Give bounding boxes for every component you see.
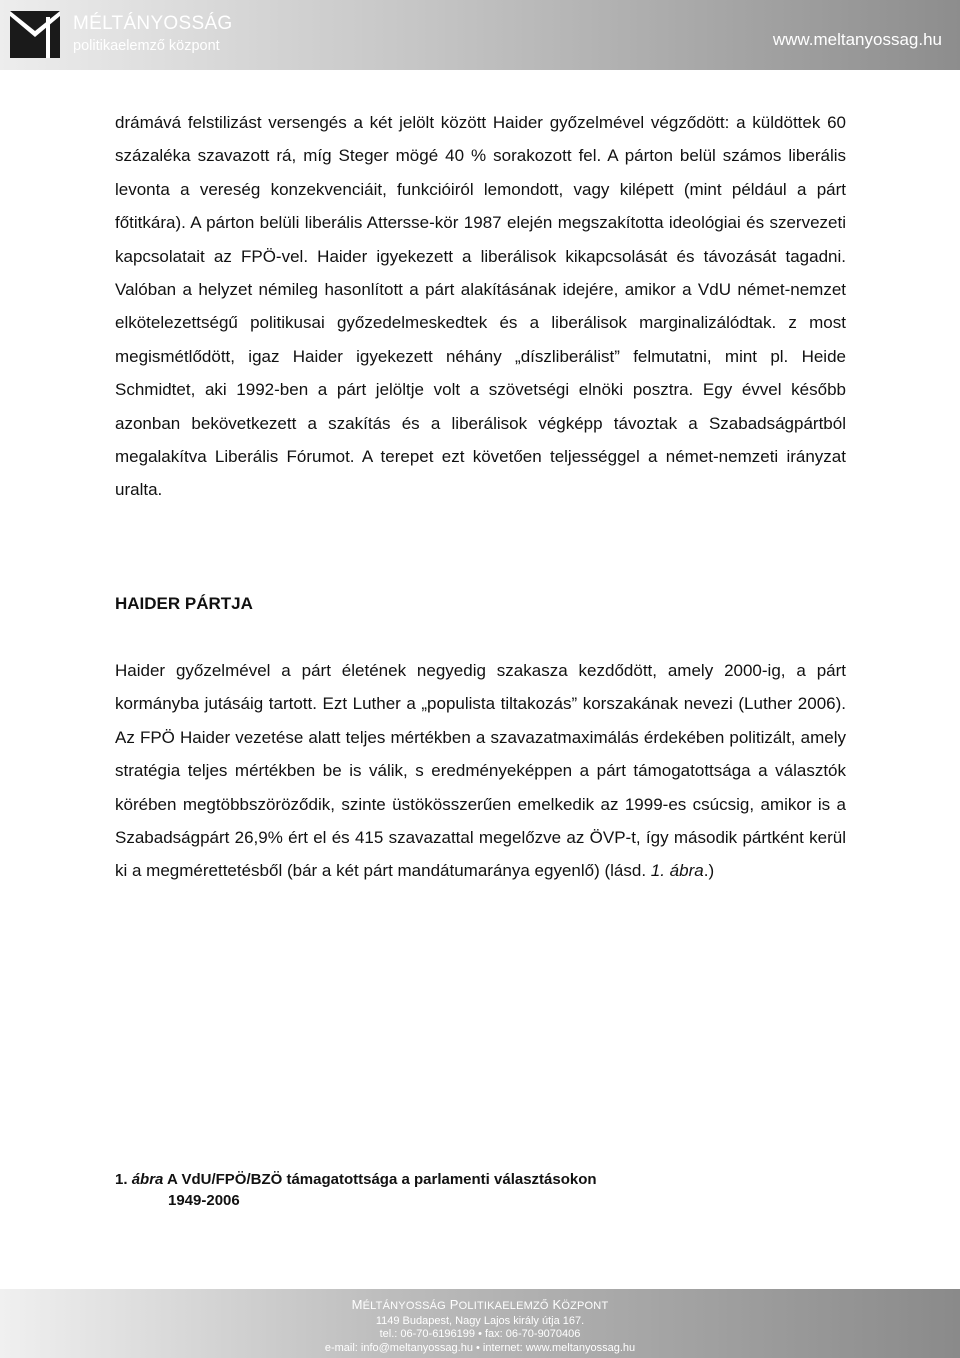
figure-caption-years: 1949-2006 — [168, 1192, 240, 1209]
figure-title: A VdU/FPÖ/BZÖ támagatottsága a parlamenti választásokon — [167, 1171, 597, 1188]
figure-label: ábra — [131, 1171, 164, 1188]
meltanyossag-logo-icon — [10, 11, 60, 58]
footer-address: 1149 Budapest, Nagy Lajos király útja 167. — [375, 1315, 585, 1327]
footer-phone-fax: tel.: 06-70-6196199 • fax: 06-70-9070406 — [379, 1328, 581, 1340]
footer-org-name: MÉLTÁNYOSSÁG POLITIKAELEMZŐ KÖZPONT — [351, 1297, 609, 1312]
page-header — [0, 0, 960, 70]
section-title: HAIDER PÁRTJA — [115, 594, 253, 613]
site-url[interactable]: www.meltanyossag.hu — [772, 30, 942, 49]
body-text-top — [115, 106, 846, 507]
body-text-section — [115, 654, 846, 888]
figure-number: 1. — [115, 1171, 128, 1188]
brand-subtitle: politikaelemző központ — [73, 38, 220, 54]
figure-reference[interactable]: 1. ábra — [650, 861, 704, 881]
brand-name: MÉLTÁNYOSSÁG — [73, 13, 233, 34]
page-footer — [0, 1289, 960, 1358]
paragraph-2-text: Haider győzelmével a párt életének negyedig szakasza kezdődött, amely 2000-ig, a párt kormányba jutásáig tartott. Ezt Luther a „populista tiltakozás” korszakának nevezi (Luther 2006). Az FPÖ Haider vezetése alatt teljes mértékben a szavazatmaximálás érdekében politizált, amely stratégia teljes mértékben be is válik, s eredményeképpen a párt támogatottsága a választók körében megtöbbszöröződik, szinte üstökösszerűen emelkedik az 1999-es csúcsig, amikor is a Szabadságpárt 26,9% ért el és 415 szavazattal megelőzve az ÖVP-t, így második pártként kerül ki a megmérettetésből (bár a két párt mandátumaránya egyenlő) (lásd. — [115, 661, 846, 881]
paragraph-1: drámává felstilizást versengés a két jelölt között Haider győzelmével végződött: a küldöttek 60 százaléka szavazott rá, míg Steger mögé 40 % sorakozott fel. A párton belül számos liberális levonta a vereség konzekvenciáit, funkcióiról lemondott, vagy kilépett (mint például a párt főtitkára). A párton belüli liberális Attersse-kör 1987 elején megszakította ideológiai és szervezeti kapcsolatait az FPÖ-vel. Haider igyekezett a liberálisok kikapcsolását és távozását tagadni. Valóban a helyzet némileg hasonlított a párt alakításának idejére, amikor a VdU német-nemzet elkötelezettségű politikusai győzedelmeskedtek és a liberálisok marginalizálódtak. z most megismétlődött, igaz Haider igyekezett néhány „díszliberálist” felmutatni, mint pl. Heide Schmidtet, aki 1992-ben a párt jelöltje volt a szövetségi elnöki posztra. Egy évvel később azonban bekövetkezett a szakítás és a liberálisok végképp távoztak a Szabadságpártból megalakítva Liberális Fórumot. A terepet ezt követően teljességgel a német-nemzeti irányzat uralta. — [115, 113, 846, 500]
footer-contact[interactable]: e-mail: info@meltanyossag.hu • internet: www.meltanyossag.hu — [324, 1342, 636, 1354]
paragraph-2-end: .) — [703, 861, 715, 881]
paragraph-2 — [115, 654, 846, 888]
figure-caption — [115, 1170, 597, 1190]
